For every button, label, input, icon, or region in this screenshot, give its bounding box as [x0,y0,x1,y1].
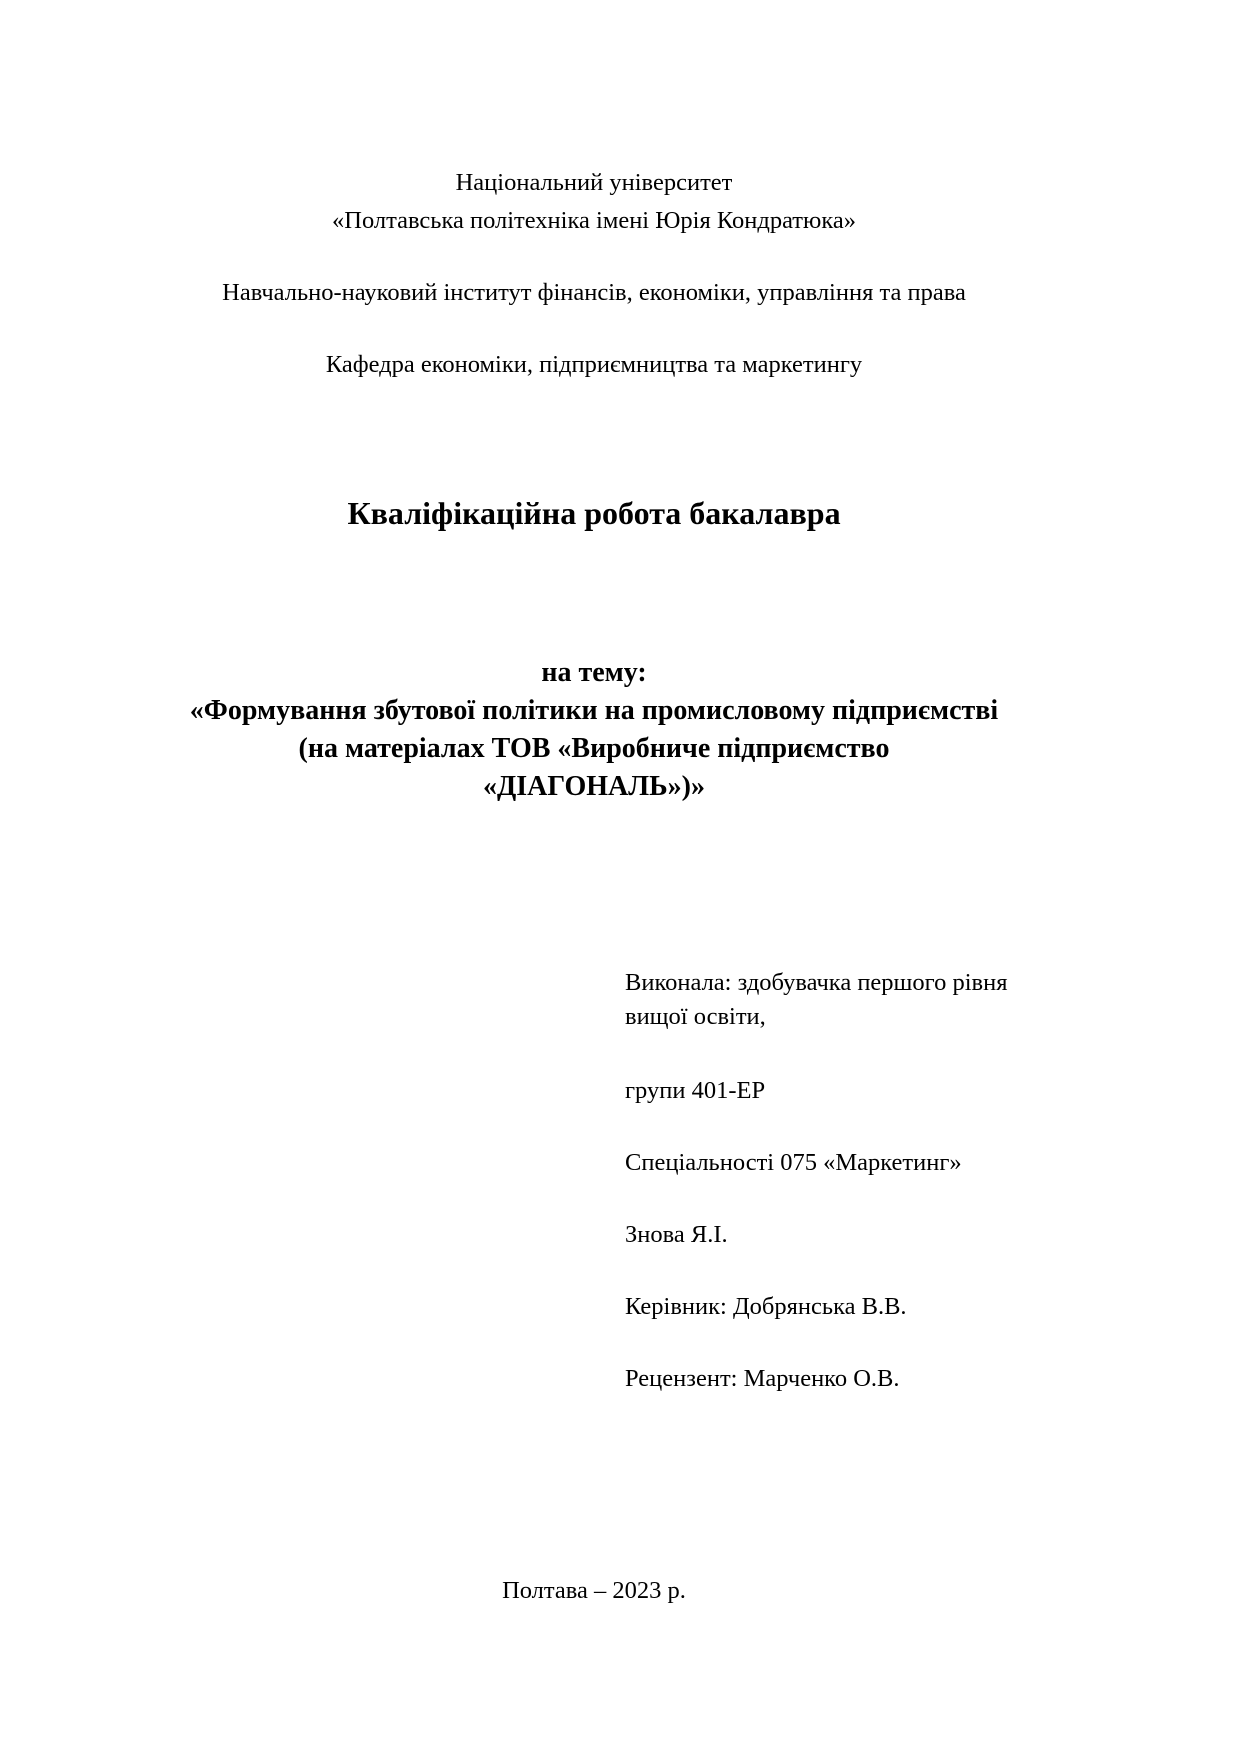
topic-line-3: «ДІАГОНАЛЬ»)» [483,771,705,802]
specialty: Спеціальності 075 «Маркетинг» [625,1149,962,1176]
topic-line-2: (на матеріалах ТОВ «Виробниче підприємство [298,733,890,764]
city-year: Полтава – 2023 р. [502,1577,686,1604]
student-name: Знова Я.І. [625,1221,728,1248]
document-title: Кваліфікаційна робота бакалавра [347,495,841,531]
department-name: Кафедра економіки, підприємництва та маркетингу [325,351,863,378]
supervisor: Керівник: Добрянська В.В. [625,1293,907,1320]
topic-line-1: «Формування збутової політики на промисловому підприємстві [189,695,999,726]
performed-by-line-2: вищої освіти, [625,1003,766,1030]
topic-prefix: на тему: [541,657,647,688]
performed-by-line-1: Виконала: здобувачка першого рівня [625,969,1008,996]
university-name: Національний університет [455,169,733,196]
institute-name: Навчально-науковий інститут фінансів, економіки, управління та права [222,279,966,306]
reviewer: Рецензент: Марченко О.В. [625,1365,900,1392]
university-full-name: «Полтавська політехніка імені Юрія Кондратюка» [332,207,856,234]
group: групи 401-ЕР [625,1077,766,1104]
